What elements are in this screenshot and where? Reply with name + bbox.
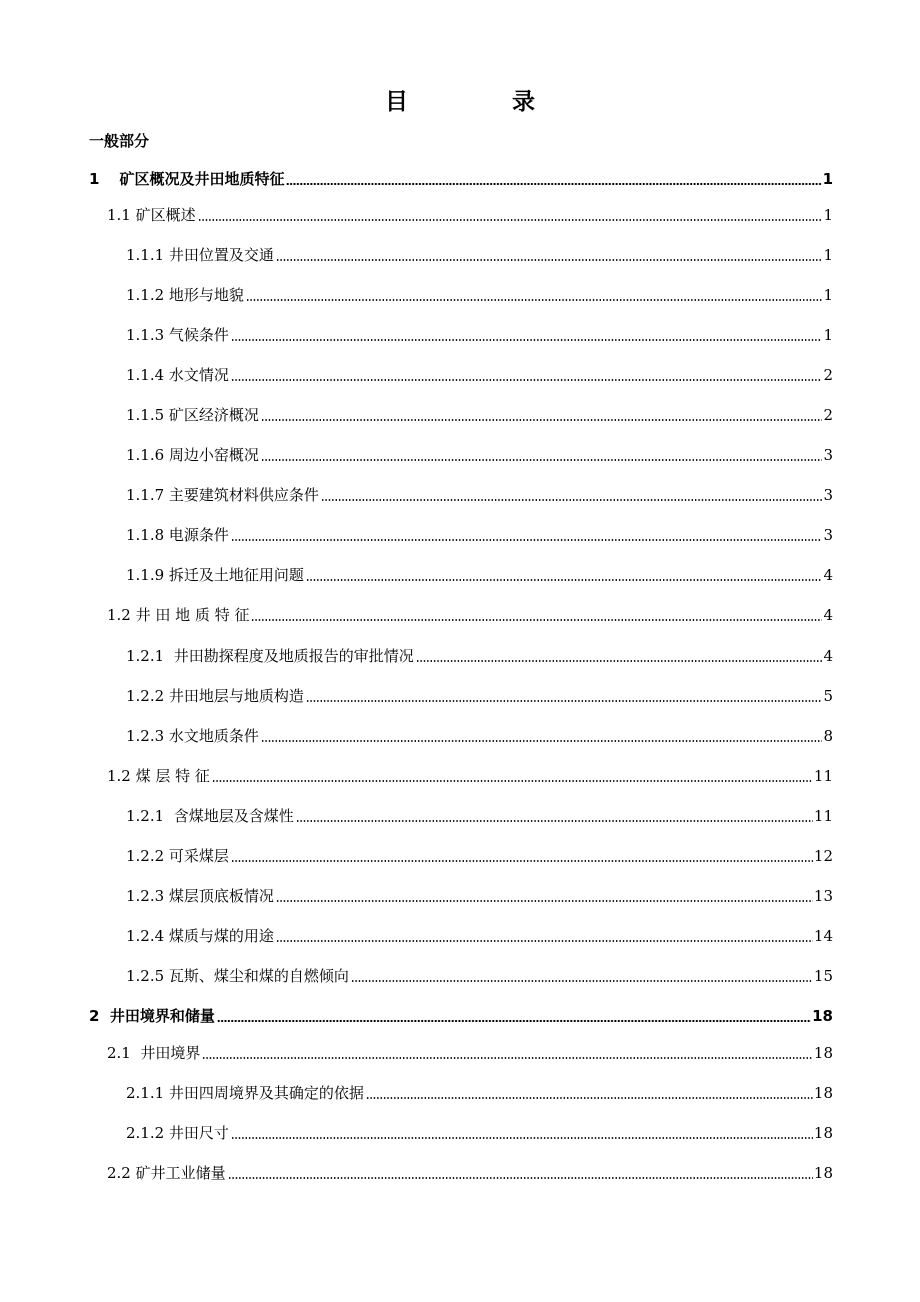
toc-dot-leader — [231, 539, 823, 541]
toc-entry[interactable] — [126, 364, 833, 386]
toc-entry[interactable] — [126, 1082, 833, 1104]
toc-entry-title — [126, 364, 229, 386]
toc-page-number: 2 — [823, 366, 833, 384]
toc-entry-title — [107, 204, 196, 226]
toc-page-number: 3 — [823, 446, 833, 464]
toc-page-number: 4 — [823, 606, 833, 624]
toc-page-number: 4 — [823, 647, 833, 665]
toc-page-number: 11 — [813, 767, 833, 785]
toc-entry-title — [126, 645, 414, 667]
toc-entry[interactable] — [89, 168, 833, 190]
toc-entry-label: 1.1.3 气候条件 — [126, 326, 229, 344]
toc-page-number: 1 — [823, 246, 833, 264]
toc-entry-label: 1.2 煤 层 特 征 — [107, 767, 210, 785]
toc-dot-leader — [366, 1097, 813, 1099]
toc-dot-leader — [296, 820, 813, 822]
toc-dot-leader — [306, 700, 823, 702]
toc-entry-title — [126, 524, 229, 546]
toc-entry-title — [126, 925, 274, 947]
page-title: 目 录 — [384, 89, 583, 115]
toc-page-number: 11 — [813, 807, 833, 825]
toc-dot-leader — [276, 259, 823, 261]
toc-page-number: 5 — [823, 687, 833, 705]
toc-entry-label: 1.2.1 含煤地层及含煤性 — [126, 807, 294, 825]
toc-entry[interactable] — [126, 965, 833, 987]
toc-dot-leader — [286, 183, 821, 185]
toc-entry[interactable] — [126, 1122, 833, 1144]
toc-entry-title — [126, 685, 304, 707]
toc-dot-leader — [261, 740, 823, 742]
toc-page-number: 15 — [813, 967, 833, 985]
toc-entry[interactable] — [107, 604, 833, 626]
toc-entry-title — [126, 244, 274, 266]
toc-page-number: 3 — [823, 486, 833, 504]
toc-dot-leader — [217, 1020, 811, 1022]
toc-entry-number: 1 — [89, 170, 100, 188]
toc-entry-title — [89, 168, 284, 190]
toc-page-number: 18 — [812, 1007, 833, 1025]
toc-dot-leader — [416, 660, 823, 662]
toc-dot-leader — [231, 1137, 813, 1139]
toc-page-number: 13 — [813, 887, 833, 905]
toc-page-number: 18 — [813, 1164, 833, 1182]
toc-page-number: 18 — [813, 1124, 833, 1142]
toc-page-number: 3 — [823, 526, 833, 544]
toc-entry[interactable] — [126, 645, 833, 667]
toc-entry-label: 1.1.8 电源条件 — [126, 526, 229, 544]
toc-entry-title — [126, 845, 229, 867]
toc-entry[interactable] — [126, 925, 833, 947]
toc-entry-title — [126, 1082, 364, 1104]
toc-dot-leader — [351, 980, 813, 982]
toc-entry-label: 1.2.5 瓦斯、煤尘和煤的自燃倾向 — [126, 967, 349, 985]
toc-entry[interactable] — [126, 725, 833, 747]
toc-entry[interactable] — [89, 1005, 833, 1027]
toc-entry[interactable] — [126, 564, 833, 586]
toc-entry-title — [126, 444, 259, 466]
toc-page-number: 1 — [823, 286, 833, 304]
toc-page-number: 1 — [823, 326, 833, 344]
toc-entry-label: 2 井田境界和储量 — [89, 1007, 215, 1025]
toc-entry[interactable] — [107, 204, 833, 226]
toc-dot-leader — [228, 1177, 813, 1179]
toc-page-number: 4 — [823, 566, 833, 584]
toc-dot-leader — [231, 860, 813, 862]
toc-entry-title — [126, 725, 259, 747]
toc-page-number: 2 — [823, 406, 833, 424]
toc-entry-label: 1.1.5 矿区经济概况 — [126, 406, 259, 424]
toc-entry-label: 1.2.3 煤层顶底板情况 — [126, 887, 274, 905]
toc-entry-label: 1.1 矿区概述 — [107, 206, 196, 224]
toc-entry-title — [126, 484, 319, 506]
toc-page-number: 18 — [813, 1044, 833, 1062]
toc-entry[interactable] — [126, 324, 833, 346]
toc-entry[interactable] — [107, 765, 833, 787]
toc-entry-label: 1.1.9 拆迁及土地征用问题 — [126, 566, 304, 584]
toc-entry[interactable] — [126, 805, 833, 827]
toc-entry[interactable] — [126, 524, 833, 546]
toc-dot-leader — [202, 1057, 813, 1059]
section-label: 一般部分 — [89, 132, 150, 150]
toc-entry-title — [89, 1005, 215, 1027]
toc-entry[interactable] — [126, 685, 833, 707]
toc-dot-leader — [246, 299, 823, 301]
toc-entry-label: 1.2.2 井田地层与地质构造 — [126, 687, 304, 705]
toc-entry-label: 2.1 井田境界 — [107, 1044, 201, 1062]
toc-entry[interactable] — [126, 244, 833, 266]
toc-entry[interactable] — [107, 1042, 833, 1064]
toc-entry-label: 1.2.4 煤质与煤的用途 — [126, 927, 274, 945]
toc-entry[interactable] — [126, 444, 833, 466]
toc-entry[interactable] — [126, 845, 833, 867]
toc-page-number: 1 — [823, 206, 833, 224]
toc-entry-title — [126, 404, 259, 426]
toc-entry-title — [107, 765, 210, 787]
toc-dot-leader — [276, 940, 813, 942]
toc-dot-leader — [276, 900, 813, 902]
toc-entry-label: 矿区概况及井田地质特征 — [119, 170, 285, 188]
toc-dot-leader — [261, 459, 823, 461]
toc-dot-leader — [198, 219, 823, 221]
toc-page-number: 18 — [813, 1084, 833, 1102]
toc-entry[interactable] — [126, 284, 833, 306]
toc-dot-leader — [261, 419, 823, 421]
toc-entry-title — [107, 604, 249, 626]
toc-entry-label: 1.2.1 井田勘探程度及地质报告的审批情况 — [126, 647, 414, 665]
toc-entry-title — [126, 564, 304, 586]
toc-entry-label: 1.2.2 可采煤层 — [126, 847, 229, 865]
toc-entry-label: 1.1.2 地形与地貌 — [126, 286, 244, 304]
toc-dot-leader — [231, 339, 823, 341]
toc-page-number: 14 — [813, 927, 833, 945]
toc-entry-label: 2.2 矿井工业储量 — [107, 1164, 226, 1182]
toc-entry-title — [126, 324, 229, 346]
toc-entry-title — [107, 1162, 226, 1184]
toc-entry-title — [107, 1042, 200, 1064]
toc-entry-label: 1.1.7 主要建筑材料供应条件 — [126, 486, 319, 504]
toc-entry[interactable] — [126, 404, 833, 426]
toc-entry[interactable] — [107, 1162, 833, 1184]
toc-entry-label: 1.1.6 周边小窑概况 — [126, 446, 259, 464]
toc-dot-leader — [321, 499, 823, 501]
toc-dot-leader — [212, 780, 813, 782]
toc-dot-leader — [306, 579, 823, 581]
toc-entry-title — [126, 885, 274, 907]
toc-page-number: 1 — [822, 170, 833, 188]
toc-entry-title — [126, 805, 294, 827]
toc-entry[interactable] — [126, 484, 833, 506]
toc-entry-title — [126, 965, 349, 987]
toc-dot-leader — [231, 379, 823, 381]
toc-entry-label: 1.2.3 水文地质条件 — [126, 727, 259, 745]
toc-entry-title — [126, 284, 244, 306]
toc-entry-label: 2.1.2 井田尺寸 — [126, 1124, 229, 1142]
toc-entry-label: 1.1.4 水文情况 — [126, 366, 229, 384]
toc-entry-label: 1.2 井 田 地 质 特 征 — [107, 606, 250, 624]
toc-entry[interactable] — [126, 885, 833, 907]
toc-page-number: 12 — [813, 847, 833, 865]
toc-dot-leader — [251, 619, 822, 621]
toc-entry-title — [126, 1122, 229, 1144]
toc-page-number: 8 — [823, 727, 833, 745]
toc-entry-label: 2.1.1 井田四周境界及其确定的依据 — [126, 1084, 364, 1102]
toc-entry-label: 1.1.1 井田位置及交通 — [126, 246, 274, 264]
